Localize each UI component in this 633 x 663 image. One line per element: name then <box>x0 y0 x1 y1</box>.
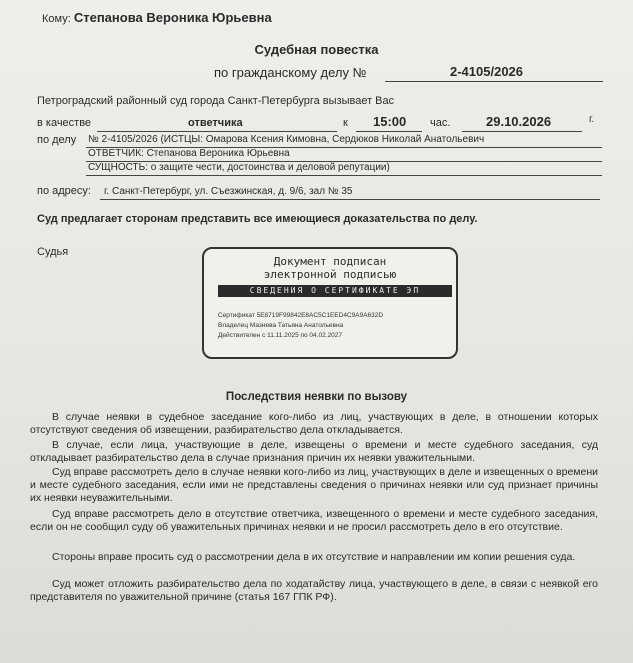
paragraph-text: Суд вправе рассмотреть дело в случае неявки кого-либо из лиц, участвующих в деле и извещенных о времени и месте судебного заседания, если ими не представлены сведения о причинах неявки или суд признает причины их неявки неуважительными. <box>30 466 598 504</box>
consequence-paragraph-4 <box>30 508 598 534</box>
consequence-paragraph-5 <box>30 551 598 564</box>
time-underline <box>356 131 422 132</box>
consequence-paragraph-1 <box>30 411 598 437</box>
date-underline <box>462 131 582 132</box>
address-underline <box>100 199 600 200</box>
consequence-paragraph-6 <box>30 578 598 604</box>
case-details-line1: № 2-4105/2026 (ИСТЦЫ: Омарова Ксения Кимовна, Сердюков Николай Анатольевич <box>88 134 485 145</box>
stamp-line2: электронной подписью <box>263 268 397 281</box>
document-title: Судебная повестка <box>254 42 379 57</box>
court-line: Петроградский районный суд города Санкт-Петербурга вызывает Вас <box>37 95 395 107</box>
year-suffix: г. <box>589 114 595 125</box>
case-details-line2: ОТВЕТЧИК: Степанова Вероника Юрьевна <box>88 148 290 159</box>
recipient-label: Кому: <box>42 13 71 25</box>
case-number: 2-4105/2026 <box>450 64 524 79</box>
address-value: г. Санкт-Петербург, ул. Съезжинская, д. 9/6, зал № 35 <box>104 186 353 197</box>
hearing-date: 29.10.2026 <box>486 114 552 129</box>
consequences-heading: Последствия неявки по вызову <box>225 391 408 403</box>
paragraph-text: Суд вправе рассмотреть дело в отсутствие ответчика, извещенного о времени и месте судебного заседания, если он не сообщил суду об уважительных причинах неявки и не просил рассмотреть дело в его отсутствие. <box>30 508 598 533</box>
stamp-validity: Действителен с 11.11.2025 по 04.02.2027 <box>218 332 342 339</box>
case-details-line3: СУЩНОСТЬ: о защите чести, достоинства и деловой репутации) <box>88 162 390 173</box>
case-number-underline <box>385 81 603 82</box>
case-prefix: по гражданскому делу № <box>214 65 367 80</box>
hour-label: час. <box>430 117 451 129</box>
role-value: ответчика <box>188 117 243 129</box>
case-details-underline3 <box>86 175 602 176</box>
role-underline <box>97 131 337 132</box>
consequence-paragraph-2 <box>30 439 598 465</box>
role-label: в качестве <box>37 117 92 129</box>
stamp-line1: Документ подписан <box>273 255 387 268</box>
electronic-signature-stamp <box>202 247 458 359</box>
stamp-certificate-bar: СВЕДЕНИЯ О СЕРТИФИКАТЕ ЭП <box>218 285 452 297</box>
paragraph-text: Суд может отложить разбирательство дела по ходатайству лица, участвующего в деле, в связи с неявкой его представителя по уважительной причине (статья 167 ГПК РФ). <box>30 578 598 603</box>
paragraph-text: Стороны вправе просить суд о рассмотрении дела в их отсутствие и направлении им копии решения суда. <box>52 551 576 563</box>
time-k: к <box>343 117 348 129</box>
stamp-certificate: Сертификат 5E8719F99842E8AC5C1EED4C9A9A632D <box>218 312 384 319</box>
paragraph-text: В случае неявки в судебное заседание кого-либо из лиц, участвующих в деле, в отношении которых отсутствуют сведения об извещении, разбирательство дела откладывается. <box>30 411 598 436</box>
hearing-time: 15:00 <box>373 114 407 129</box>
consequence-paragraph-3 <box>30 466 598 505</box>
address-label: по адресу: <box>37 185 91 197</box>
judge-label: Судья <box>37 246 69 258</box>
evidence-notice: Суд предлагает сторонам представить все имеющиеся доказательства по делу. <box>37 213 478 225</box>
recipient-name: Степанова Вероника Юрьевна <box>73 10 272 25</box>
paragraph-text: В случае, если лица, участвующие в деле, извещены о времени и месте судебного заседания, суд откладывает разбирательство дела в случае признания причин их неявки уважительными. <box>30 439 598 464</box>
stamp-owner: Владелец Мазнева Татьяна Анатольевна <box>218 322 344 329</box>
case-details-label: по делу <box>37 134 77 146</box>
recipient-line <box>42 10 272 25</box>
